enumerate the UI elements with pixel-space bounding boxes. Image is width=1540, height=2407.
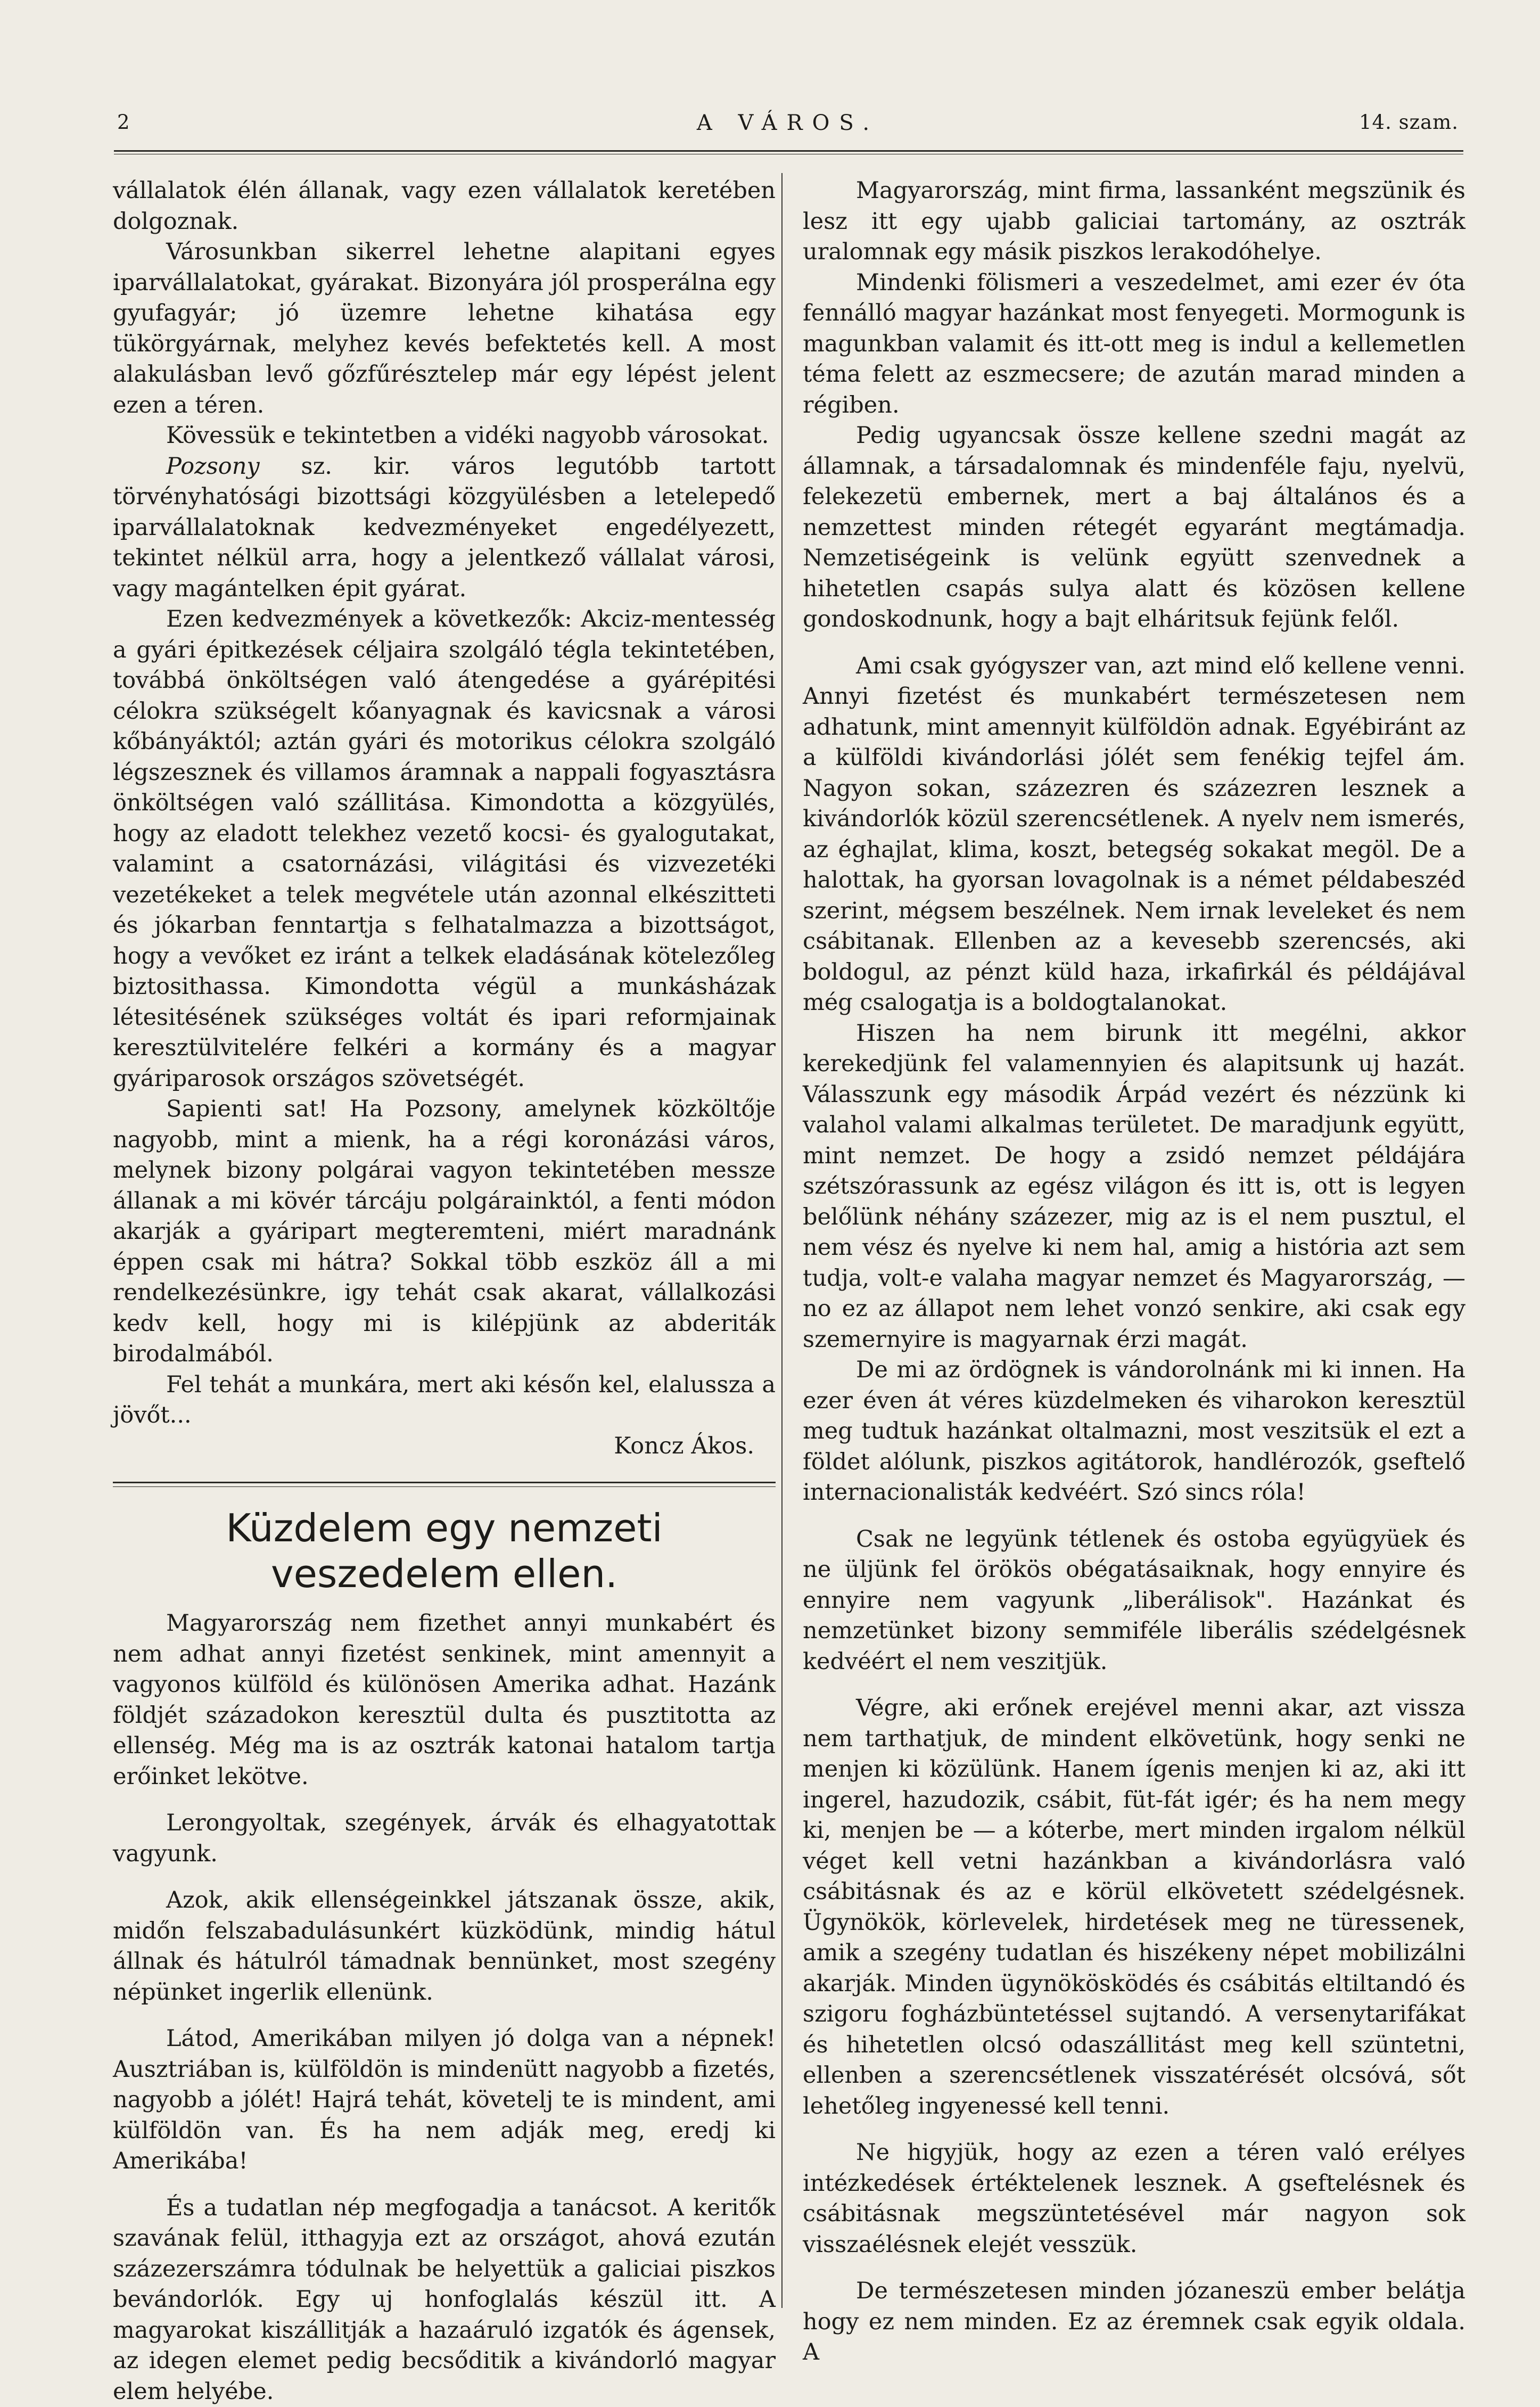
- paragraph: De természetesen minden józaneszü ember belátja hogy ez nem minden. Ez az éremnek csak egyik oldala. A: [803, 2276, 1465, 2368]
- separator-rule: [113, 1482, 776, 1483]
- paragraph: Csak ne legyünk tétlenek és ostoba együgyüek és ne üljünk fel örökös obégatásaiknak, hogy ennyire és ennyire nem vagyunk „liberálisok". Hazánkat és nemzetünket bizony semmiféle liberális szédelgésnek kedvéért el nem veszitjük.: [803, 1524, 1465, 1678]
- paragraph: Kövessük e tekintetben a vidéki nagyobb városokat.: [113, 421, 776, 451]
- article-separator: [113, 1482, 776, 1487]
- column-divider: [781, 173, 783, 2308]
- paragraph: És a tudatlan nép megfogadja a tanácsot. A keritők szavának felül, itthagyja ezt az országot, ahová ezután százezerszámra tódulnak be helyettük a galiciai piszkos bevándorlók. Egy uj honfoglalás készül itt. A magyarokat kiszállitják a hazaáruló izgatók és ágensek, az idegen elemet pedig becsőditik a kivándorló magyar elem helyébe.: [113, 2193, 776, 2407]
- left-column: [113, 176, 776, 2407]
- paragraph: vállalatok élén állanak, vagy ezen vállalatok keretében dolgoznak.: [113, 176, 776, 237]
- author-signature: Koncz Ákos.: [113, 1431, 776, 1462]
- paragraph: Mindenki fölismeri a veszedelmet, ami ezer év óta fennálló magyar hazánkat most fenyegeti. Mormogunk is magunkban valamit és itt-ott meg is indul a kellemetlen téma felett az eszmecsere; de azután marad minden a régiben.: [803, 268, 1465, 421]
- paragraph: Ezen kedvezmények a következők: Akciz-mentesség a gyári épitkezések céljaira szolgáló tégla tekintetében, továbbá önköltségen való átengedése a gyárépitési célokra szükségelt kőanyagnak és kavicsnak a városi kőbányáktól; aztán gyári és motorikus célokra szolgáló légszesznek és villamos áramnak a nappali fogyasztásra önköltségen való szállitása. Kimondotta a közgyülés, hogy az eladott telekhez vezető kocsi- és gyalogutakat, valamint a csatornázási, világitási és vizvezetéki vezetékeket a telek megvétele után azonnal elkészitteti és jókarban fenntartja s felhatalmazza a bizottságot, hogy a vevőket ez iránt a telkek eladásának kötelezőleg biztosithassa. Kimondotta végül a munkásházak létesitésének szükséges voltát és ipari reformjainak keresztülvitelére felkéri a kormány és a magyar gyáriparosok országos szövetségét.: [113, 604, 776, 1094]
- paragraph: Fel tehát a munkára, mert aki későn kel, elalussza a jövőt...: [113, 1370, 776, 1431]
- page-number: 2: [117, 111, 130, 134]
- paragraph: Végre, aki erőnek erejével menni akar, azt vissza nem tarthatjuk, de mindent elkövetünk, hogy senki ne menjen ki közülünk. Hanem ígenis menjen ki az, aki itt ingerel, hazudozik, csábit, füt-fát igér; és ha nem megy ki, menjen be — a kóterbe, mert minden irgalom nélkül véget kell vetni hazánkban a kivándorlásra való csábitásnak és az e körül elkövetett szédelgésnek. Ügynökök, körlevelek, hirdetések meg ne türessenek, amik a szegény tudatlan és hiszékeny népet mobilizálni akarják. Minden ügynökösködés és csábitás eltiltandó és szigoru fogházbüntetéssel sujtandó. A versenytarifákat és hihetetlen olcsó odaszállitást meg kell szüntetni, ellenben a szerencsétlenek visszatérését olcsóvá, sőt lehetőleg ingyenessé kell tenni.: [803, 1693, 1465, 2122]
- newspaper-title: A VÁROS.: [117, 111, 1459, 135]
- paragraph: Látod, Amerikában milyen jó dolga van a népnek! Ausztriában is, külföldön is mindenütt nagyobb a fizetés, nagyobb a jólét! Hajrá tehát, követelj te is mindent, ami külföldön van. És ha nem adják meg, eredj ki Amerikába!: [113, 2024, 776, 2177]
- page-header: [117, 111, 1459, 143]
- separator-rule-thin: [113, 1486, 776, 1487]
- paragraph: Városunkban sikerrel lehetne alapitani egyes iparvállalatokat, gyárakat. Bizonyára jól prosperálna egy gyufagyár; jó üzemre lehetne kihatása egy tükörgyárnak, melyhez kevés befektetés kell. A most alakulásban levő gőzfűrésztelep már egy lépést jelent ezen a téren.: [113, 237, 776, 421]
- paragraph: De mi az ördögnek is vándorolnánk mi ki innen. Ha ezer éven át véres küzdelmeken és viharokon keresztül meg tudtuk hazánkat oltalmazni, most veszitsük el ezt a földet alólunk, piszkos agitátorok, handlérozók, gseftelő internacionalisták kedvéért. Szó sincs róla!: [803, 1355, 1465, 1508]
- article-title: Küzdelem egy nemzeti veszedelem ellen.: [113, 1505, 776, 1597]
- paragraph: Azok, akik ellenségeinkkel játszanak össze, akik, midőn felszabadulásunkért küzködünk, mindig hátul állnak és hátulról támadnak bennünket, most szegény népünket ingerlik ellenünk.: [113, 1885, 776, 2008]
- header-rule: [114, 150, 1463, 152]
- paragraph: [113, 451, 776, 605]
- paragraph: Ami csak gyógyszer van, azt mind elő kellene venni. Annyi fizetést és munkabért természetesen nem adhatunk, mint amennyit külföldön adnak. Egyébiránt az a külföldi kivándorlási jólét sem fenékig tejfel ám. Nagyon sokan, százezren és százezren lesznek a kivándorlók közül szerencsétlenek. A nyelv nem ismerés, az éghajlat, klima, koszt, betegség sokakat megöl. De a halottak, ha gyorsan lovagolnak is a német példabeszéd szerint, mégsem beszélnek. Nem irnak leveleket és nem csábitanak. Ellenben az a kevesebb szerencsés, aki boldogul, az pénzt küld haza, irkafirkál és példájával még csalogatja is a boldogtalanokat.: [803, 651, 1465, 1018]
- paragraph: Sapienti sat! Ha Pozsony, amelynek közköltője nagyobb, mint a mienk, ha a régi koronázási város, melynek bizony polgárai vagyon tekintetében messze állanak a mi kövér tárcáju polgárainktól, a fenti módon akarják a gyáripart megteremteni, miért maradnánk éppen csak mi hátra? Sokkal több eszköz áll a mi rendelkezésünkre, igy tehát csak akarat, vállalkozási kedv kell, hogy mi is kilépjünk az abderiták birodalmából.: [113, 1094, 776, 1370]
- paragraph-text: sz. kir. város legutóbb tartott törvényhatósági bizottsági közgyülésben a letelepedő iparvállalatoknak kedvezményeket engedélyezett, tekintet nélkül arra, hogy a jelentkező vállalat városi, vagy magántelken épit gyárat.: [113, 453, 776, 602]
- paragraph: Ne higyjük, hogy az ezen a téren való erélyes intézkedések értéktelenek lesznek. A gseftelésnek és csábitásnak megszüntetésével már nagyon sok visszaélésnek elejét vesszük.: [803, 2138, 1465, 2260]
- city-name: Pozsony: [166, 453, 260, 480]
- paragraph: Magyarország nem fizethet annyi munkabért és nem adhat annyi fizetést senkinek, mint amennyit a vagyonos külföld és különösen Amerika adhat. Hazánk földjét századokon keresztül dulta és pusztitotta az ellenség. Még ma is az osztrák katonai hatalom tartja erőinket lekötve.: [113, 1608, 776, 1792]
- right-column: [803, 176, 1465, 2368]
- issue-number: 14. szam.: [1359, 111, 1459, 134]
- paragraph: Hiszen ha nem birunk itt megélni, akkor kerekedjünk fel valamennyien és alapitsunk uj hazát. Válasszunk egy második Árpád vezért és nézzünk ki valahol valami alkalmas területet. De maradjunk együtt, mint nemzet. De hogy a zsidó nemzet példájára szétszórassunk az egész világon és itt is, ott is legyen belőlünk néhány százezer, mig az is el nem pusztul, el nem vész és nyelve ki nem hal, amig a história azt sem tudja, volt-e valaha magyar nemzet és Magyarország, — no ez az állapot nem lehet vonzó senkire, aki csak egy szemernyire is magyarnak érzi magát.: [803, 1018, 1465, 1356]
- paragraph: Lerongyoltak, szegények, árvák és elhagyatottak vagyunk.: [113, 1808, 776, 1869]
- paragraph: Magyarország, mint firma, lassanként megszünik és lesz itt egy ujabb galiciai tartomány, az osztrák uralomnak egy másik piszkos lerakodóhelye.: [803, 176, 1465, 268]
- paragraph: Pedig ugyancsak össze kellene szedni magát az államnak, a társadalomnak és mindenféle faju, nyelvü, felekezetü embernek, mert a baj általános és a nemzettest minden rétegét egyaránt megtámadja. Nemzetiségeink is velünk együtt szenvednek a hihetetlen csapás sulya alatt és közösen kellene gondoskodnunk, hogy a bajt elháritsuk fejünk felől.: [803, 421, 1465, 635]
